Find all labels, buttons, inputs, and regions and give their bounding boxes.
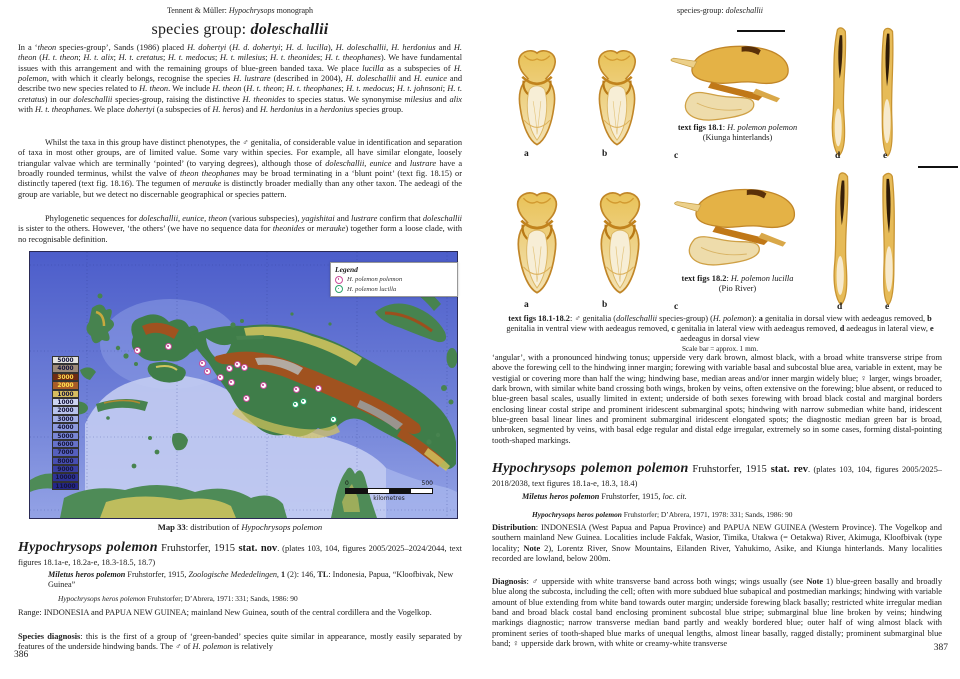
- occurrence-dot-polemon-polemon: [260, 382, 267, 389]
- figure-scale-bar: [737, 30, 785, 32]
- fig-18-2-b-genitalia-ventral: [586, 176, 654, 306]
- occurrence-dot-polemon-polemon: [204, 368, 211, 375]
- elevation-scale-row: 5000: [52, 356, 79, 364]
- scalebar-unit: kilometres: [373, 495, 405, 502]
- figures-caption-text: text figs 18.1-18.2: ♂ genitalia (dolleschallii species-group) (H. polemon): a genitalia in dorsal view with aedeagus removed, b genitalia in ventral view with aedeagus removed, c genitalia in lateral view with aedeagus removed, d aedeagus in lateral view, e aedeagus in dorsal view: [506, 314, 934, 343]
- diagnosis-paragraph: Diagnosis: ♂ upperside with white transverse band across both wings; wings usually (see Note 1) blue-green basally and broadly blue along the subcosta, including the cell; often with more subdued blue subapical and postmedian markings; hindwing with variable amount of blue extending from white band towards outer margin; underside forewing black basally; restricted white irregular median band and broad black costal band enclosing prominent subcostal blue stripe; submarginal blue line broken by veins; hindwing markings diagnostic; narrow transverse median band partly and weakly bordered blue; outer half of wing almost black with prominent series of tooth-shaped blue marks of unequal lengths, almost linear basally, ragged distally; prominent submarginal blue band; ♀ upperside dark brown, with white or creamy-white transverse: [492, 577, 943, 649]
- elevation-scale-row: 7000: [52, 448, 79, 456]
- species-name: Hypochrysops polemon: [18, 540, 158, 555]
- legend-item-polemon: [335, 276, 453, 284]
- species-author: Fruhstorfer, 1915: [157, 543, 239, 554]
- elevation-scale-row: 8000: [52, 457, 79, 465]
- occurrence-dot-polemon-lucilla: [300, 398, 307, 405]
- elevation-scale-row: 1000: [52, 390, 79, 398]
- occurrence-dot-polemon-polemon: [293, 386, 300, 393]
- species-heading-polemon: [18, 541, 462, 569]
- fig2-label-c: c: [674, 302, 679, 312]
- fig-label-a: a: [524, 149, 529, 159]
- fig-18-2-a-genitalia-dorsal: [503, 176, 571, 306]
- fig-18-1-a-genitalia-dorsal: [505, 35, 569, 157]
- fig2-label-b: b: [602, 300, 608, 310]
- synonym-miletus: Miletus heros polemon Fruhstorfer, 1915, Zoologische Mededelingen, 1 (2): 146, TL: Indonesia, Papua, “Kloofbivak, New Guinea”: [48, 570, 454, 589]
- elevation-scale-row: 1000: [52, 398, 79, 406]
- figure-scale-bar-2: [918, 166, 958, 168]
- page-number-left: 386: [14, 650, 29, 660]
- elevation-scale-row: 2000: [52, 381, 79, 389]
- fig-label-e: e: [883, 151, 888, 161]
- occurrence-dot-polemon-polemon: [228, 379, 235, 386]
- occurrence-dot-polemon-polemon: [199, 360, 206, 367]
- subspecies-refs: . (plates 103, 104, figures 2005/2025–2018/2038, text figures 18.1a-e, 18.3, 18.4): [492, 465, 942, 488]
- fig2-label-d: d: [837, 302, 843, 312]
- fig-18-2-caption: text figs 18.2: H. polemon lucilla (Pio River): [681, 274, 794, 293]
- occurrence-dot-polemon-polemon: [217, 374, 224, 381]
- map-legend-title: Legend: [335, 265, 358, 274]
- occurrence-dot-polemon-polemon: [234, 361, 241, 368]
- synonym-hypochrysops: Hypochrysops heros polemon Fruhstorfer; D’Abrera, 1971: 331; Sands, 1986: 90: [58, 594, 298, 603]
- map-scale-bar: [345, 480, 433, 502]
- map-legend: [330, 262, 458, 297]
- elevation-scale-row: 9000: [52, 465, 79, 473]
- fig-label-c: c: [674, 151, 679, 161]
- elevation-scale-row: 4000: [52, 364, 79, 372]
- right-page: [480, 0, 960, 679]
- fig-label-b: b: [602, 149, 608, 159]
- occurrence-dot-polemon-polemon: [315, 385, 322, 392]
- species-refs: . (plates 103, 104, figures 2005/2025–2024/2044, text figures 18.1a-e, 18.2a-e, 18.3-18.5, 18.7): [18, 544, 463, 567]
- legend-item-lucilla: [335, 285, 453, 293]
- legend-marker-lucilla-icon: [335, 285, 343, 293]
- elevation-scale-row: 6000: [52, 440, 79, 448]
- scalebar-max: 500: [421, 480, 433, 487]
- description-continuation-paragraph: ‘angular’, with a pronounced hindwing tonus; upperside very dark brown, almost black, with a broad white transverse stripe from above the forewing cell to the hindwing inner margin; forewing with variable basal and subcostal blue area, variable in extent, may be vestigial or covering more than half the wing; hindwing base, median areas and/or inner margin widely blue; ♀ larger, wings broader, dark brown, with similar white band crossing both wings, broken by veins, often extensive on the forewing; blue absent, or reduced to blue-green basal scales, usually limited in extent; underside of both sexes forewing with broad black costal and marginal borders enclosing linear costal stripe and prominent iridescent submarginal spots; hindwing with narrow submedian white band, iridescent blue-green basal linear lines and prominent submarginal iridescent elongated spots; the diagnostic median green bar is broad, unbroken, segmented by veins, with basal edge regular and distal edge irregular, extremely so in some cases, forming distal-pointing tooth-shaped markings.: [492, 353, 942, 445]
- elevation-scale-row: 10000: [52, 473, 79, 481]
- occurrence-dot-polemon-polemon: [165, 343, 172, 350]
- figures-scale-note: Scale bar = approx. 1 mm.: [681, 344, 759, 353]
- fig-18-1-e-aedeagus-dorsal: [871, 25, 903, 159]
- figure-18-2: [490, 170, 950, 318]
- fig-18-1-caption: text figs 18.1: H. polemon polemon (Kiunga hinterlands): [677, 123, 798, 142]
- legend-marker-polemon-icon: [335, 276, 343, 284]
- running-header-right: species-group: doleschallii: [677, 6, 763, 15]
- occurrence-dot-polemon-polemon: [226, 365, 233, 372]
- distribution-paragraph: Distribution: INDONESIA (West Papua and Papua Province) and PAPUA NEW GUINEA (Western Province). The Vogelkop and southern mainland New Guinea. Localities include Fakfak, Wasior, Timika, Utakwa (= Oetakwa) River, Akimuga, Kloofbivak (type locality; Note 2), Lorentz River, Snow Mountains, Eilanden River, Yahukimo, Asike, and Kiunga hinterlands. Many localities recorded are lowland, below 200m.: [492, 523, 942, 564]
- subspecies-author: Fruhstorfer, 1915: [688, 464, 771, 475]
- legend-label-lucilla: H. polemon lucilla: [347, 285, 397, 293]
- elevation-scale-row: 2000: [52, 406, 79, 414]
- synonym-miletus-right: Miletus heros polemon Fruhstorfer, 1915, loc. cit.: [522, 492, 687, 501]
- scalebar-zero: 0: [345, 480, 349, 487]
- fig-18-1-c-genitalia-lateral: [660, 39, 804, 127]
- occurrence-dot-polemon-polemon: [241, 364, 248, 371]
- fig2-label-a: a: [524, 300, 529, 310]
- species-status: stat. nov: [238, 543, 278, 554]
- map-caption: Map 33: distribution of Hypochrysops polemon: [157, 522, 323, 532]
- distribution-map: [30, 252, 457, 518]
- occurrence-dot-polemon-polemon: [134, 347, 141, 354]
- occurrence-dot-polemon-polemon: [243, 395, 250, 402]
- elevation-scale-row: 11000: [52, 482, 79, 490]
- elevation-scale: [52, 356, 79, 490]
- fig-18-2-e-aedeagus-dorsal: [873, 170, 905, 308]
- subspecies-status: stat. rev: [770, 464, 808, 475]
- running-header-left: Tennent & Müller: Hypochrysops monograph: [166, 6, 314, 15]
- elevation-scale-row: 5000: [52, 432, 79, 440]
- elevation-scale-row: 3000: [52, 373, 79, 381]
- occurrence-dot-polemon-lucilla: [292, 401, 299, 408]
- subspecies-name: Hypochrysops polemon polemon: [492, 461, 689, 476]
- occurrence-dot-polemon-lucilla: [330, 416, 337, 423]
- page-number-right: 387: [933, 643, 948, 653]
- paragraph-phylogenetics: Phylogenetic sequences for doleschallii, eunice, theon (various subspecies), yagishitai and lustrare confirm that doleschallii is sister to the others. However, ‘the others’ (we have no sequence data for theonides or merauke) together form a loose clade, with no recognisable definition.: [18, 214, 463, 244]
- subspecies-heading-polemon-polemon: [492, 462, 942, 490]
- synonym-hypochrysops-right: Hypochrysops heros polemon Fruhstorfer; D’Abrera, 1971, 1978: 331; Sands, 1986: 90: [532, 510, 793, 519]
- figure-18-1: [490, 25, 950, 167]
- species-group-title: species group: doleschallii: [151, 21, 329, 38]
- fig2-label-e: e: [885, 302, 890, 312]
- scalebar-segments: [345, 488, 433, 494]
- paragraph-intro: In a ‘theon species-group’, Sands (1986) placed H. dohertyi (H. d. dohertyi; H. d. lucilla), H. doleschallii, H. herdonius and H. theon (H. t. theon; H. t. alix; H. t. cretatus; H. t. medocus; H. t. milesius; H. t. theonides; H. t. theophanes). We have fundamental issues with this arrangement and with the remaining groups of blue-green banded taxa. We place lucilla as a subspecies of H. polemon, with which it clearly belongs, recognise the species H. lustrare (described in 2004), H. doleschallii and H. eunice and describe two new species related to H. theon. We include H. theon (H. t. theon; H. t. theophanes; H. t. medocus; H. t. johnsoni; H. t. cretatus) in our doleschallii species-group, raising the distinctive H. theonides to species status. We synonymise milesius and alix with H. t. theophanes. We place dohertyi (a subspecies of H. heros) and H. herdonius in a herdonius species group.: [18, 43, 463, 115]
- legend-label-polemon: H. polemon polemon: [347, 276, 403, 283]
- species-diagnosis-paragraph: Species diagnosis: this is the first of a group of ‘green-banded’ species quite similar in appearance, mostly easily separated by features of the underside hindwing bands. The ♂ of H. polemon is relatively: [18, 632, 462, 652]
- elevation-scale-row: 4000: [52, 423, 79, 431]
- fig-18-1-b-genitalia-ventral: [585, 35, 649, 157]
- fig-label-d: d: [835, 151, 841, 161]
- figures-main-caption: [494, 314, 946, 355]
- range-paragraph: Range: INDONESIA and PAPUA NEW GUINEA; mainland New Guinea, south of the central cordillera and the Vogelkop.: [18, 608, 432, 617]
- fig-18-2-c-genitalia-lateral: [663, 182, 811, 272]
- paragraph-genitalia: Whilst the taxa in this group have distinct phenotypes, the ♂ genitalia, of considerable value in identification and separation of taxa in most other groups, are of limited value. Some vary within species. For example, all have similar elongate, loosely triangular valvae which are terminally ‘pointed’ (to varying degrees), although those of doleschallii, eunice and lustrare have a broadly rounded terminus, whilst the valve of theon theophanes may be broad terminating in a ‘blunt point’ (text fig. 18.15) or distinctly tapered (text fig. 18.16). The tegumen of merauke is distinctly broader medially than any other taxon. The aedeagi of the group are variable, but we detect no discernable geographical or species pattern.: [18, 138, 463, 199]
- elevation-scale-row: 3000: [52, 415, 79, 423]
